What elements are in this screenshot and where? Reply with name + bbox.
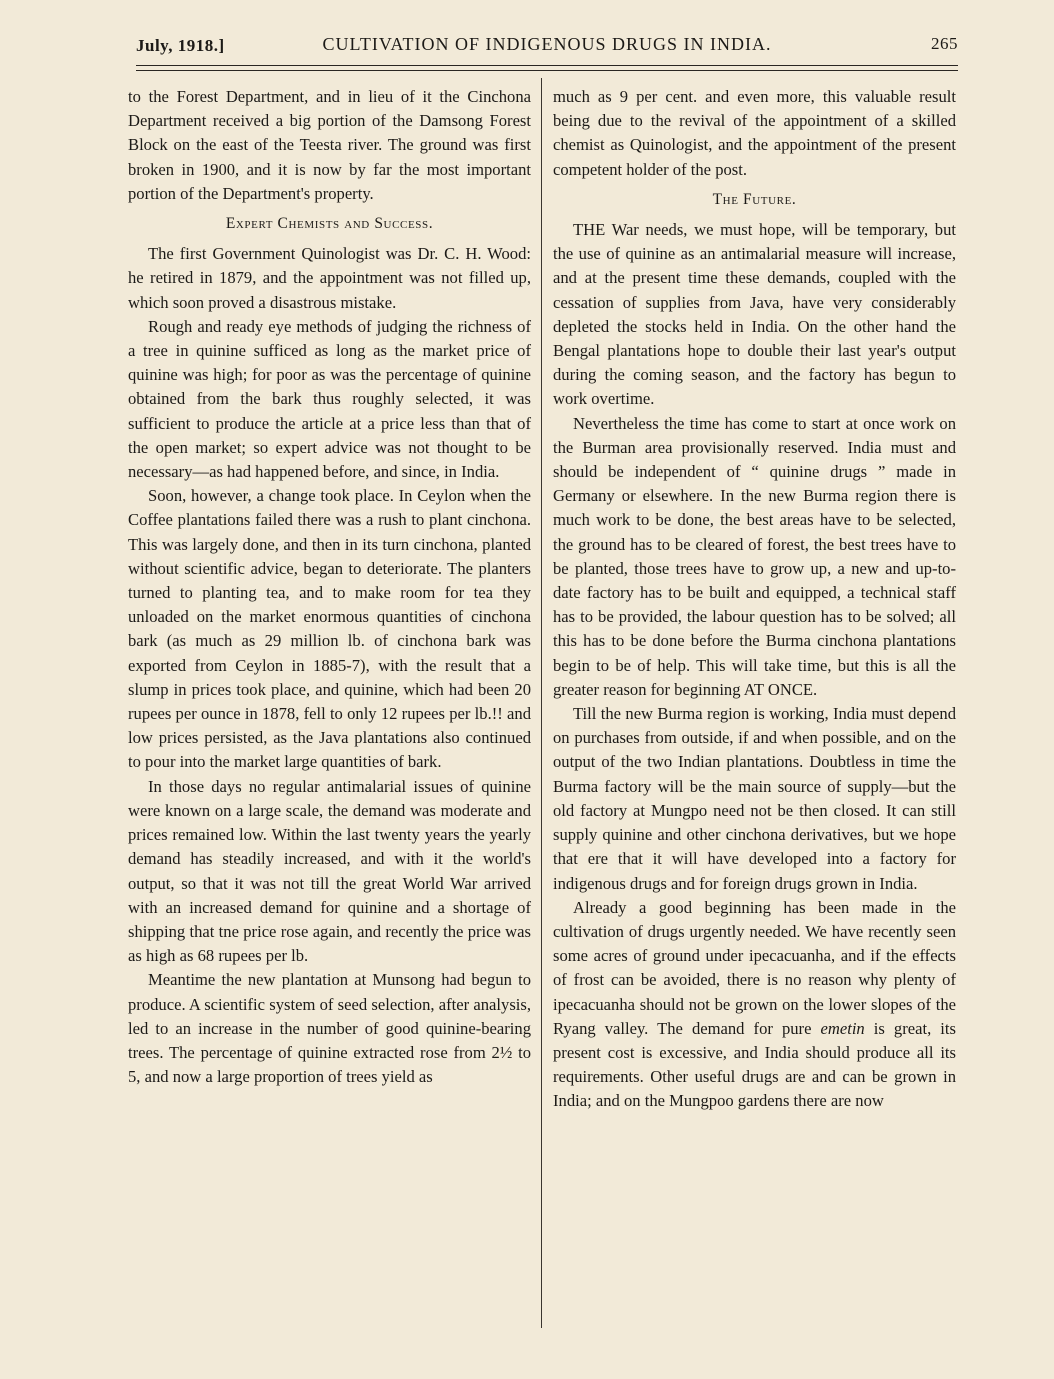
section-heading-expert-chemists: Expert Chemists and Success. — [225, 215, 434, 233]
emetin-term: emetin — [820, 1018, 865, 1038]
right-paragraph-1: much as 9 per cent. and even more, this valuable result being due to the revival of the appointment of a skilled chemist as Quinologist, and the appointment of the present competent holder of the post. — [553, 87, 956, 179]
right-paragraph-3: Nevertheless the time has come to start at once work on the Burman area provisionally reserved. India must and should be independent of “ quinine drugs ” made in Germany or elsewhere. In the new Burma region there is much work to be done, the best areas have to be selected, the ground has to be cleared of forest, the best trees have to be planted, those trees have to grow up, a new and up-to-date factory has to be built and equipped, a technical staff has to be provided, the labour question has to be solved; all this has to be done before the Burma cinchona plantations begin to be of help. This will take time, but this is all the greater reason for beginning AT ONCE. — [553, 413, 956, 699]
left-paragraph-4: Soon, however, a change took place. In Ceylon when the Coffee plantations failed there was a rush to plant cinchona. This was largely done, and then in its turn cinchona, planted without scientific advice, began to deteriorate. The planters turned to planting tea, and to make room for tea they unloaded on the market enormous quantities of cinchona bark (as much as 29 million lb. of cinchona bark was exported from Ceylon in 1885-7), with the result that a slump in prices took place, and quinine, which had been 20 rupees per ounce in 1878, fell to only 12 rupees per lb.!! and low prices persisted, as the Java plantations also continued to pour into the market large quantities of bark. — [128, 486, 531, 772]
left-column — [128, 85, 531, 1089]
section-heading-the-future: The Future. — [712, 190, 797, 208]
left-paragraph-5: In those days no regular antimalarial issues of quinine were known on a large scale, the demand was moderate and prices remained low. Within the last twenty years the yearly demand has steadily increased, and with it the world's output, so that it was not till the great World War arrived with an increased demand for quinine and a shortage of shipping that tne price rose again, and recently the price was as high as 68 rupees per lb. — [128, 776, 531, 966]
left-paragraph-2: The first Government Quinologist was Dr. C. H. Wood: he retired in 1879, and the appointment was not filled up, which soon proved a disastrous mistake. — [128, 244, 531, 312]
header-rule-thin — [136, 70, 958, 71]
page-number: 265 — [931, 34, 958, 53]
right-column — [553, 85, 956, 1114]
right-paragraph-2: THE War needs, we must hope, will be temporary, but the use of quinine as an antimalarial measure will increase, and at the present time these demands, coupled with the cessation of supplies from Java, have very considerably depleted the stocks held in India. On the other hand the Bengal plantations hope to double their last year's output during the coming season, and the factory has begun to work overtime. — [553, 220, 956, 409]
header-rule-thick — [136, 65, 958, 66]
header-title: CULTIVATION OF INDIGENOUS DRUGS IN INDIA. — [322, 34, 772, 54]
column-divider — [541, 78, 542, 1328]
right-paragraph-5 — [553, 896, 956, 1114]
left-paragraph-6: Meantime the new plantation at Munsong had begun to produce. A scientific system of seed selection, after analysis, led to an increase in the number of good quinine-bearing trees. The percentage of quinine extracted rose from 2½ to 5, and now a large proportion of trees yield as — [128, 970, 531, 1087]
left-paragraph-3: Rough and ready eye methods of judging the richness of a tree in quinine sufficed as long as the market price of quinine was high; for poor as was the percentage of quinine obtained from the bark thus roughly selected, it was sufficient to produce the article at a price less than that of the open market; so expert advice was not thought to be necessary—as had happened before, and since, in India. — [128, 316, 531, 482]
running-header — [136, 34, 958, 60]
header-date: July, 1918.] — [136, 36, 225, 55]
left-paragraph-1: to the Forest Department, and in lieu of it the Cinchona Department received a big portion of the Damsong Forest Block on the east of the Teesta river. The ground was first broken in 1900, and it is now by far the most important portion of the Department's property. — [128, 87, 531, 203]
right-paragraph-5-start: Already a good beginning has been made in the cultivation of drugs urgently needed. We have recently seen some acres of ground under ipecacuanha, and if the effects of frost can be avoided, there is no reason why plenty of ipecacuanha should not be grown on the lower slopes of the Ryang valley. The demand for pure — [553, 897, 956, 1038]
right-paragraph-4: Till the new Burma region is working, India must depend on purchases from outside, if and when possible, and on the output of the two Indian plantations. Doubtless in time the Burma factory will be the main source of supply—but the old factory at Mungpo need not be then closed. It can still supply quinine and other cinchona derivatives, but we hope that ere that it will have developed into a factory for indigenous drugs and for foreign drugs grown in India. — [553, 704, 956, 893]
right-paragraph-5-end: is great, its present cost is excessive, and India should produce all its requirements. Other useful drugs are and can be grown in India; and on the Mungpoo gardens there are now — [553, 1018, 956, 1111]
